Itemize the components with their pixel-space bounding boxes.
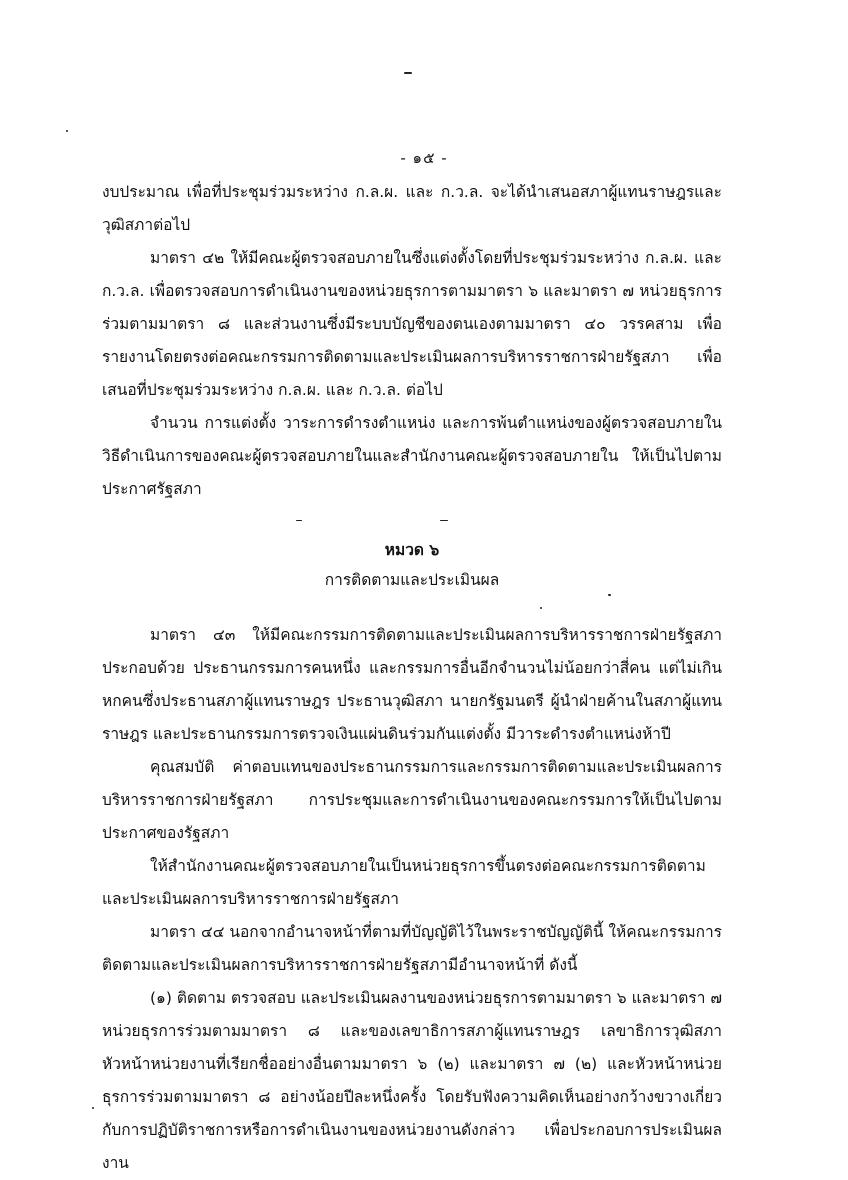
- scan-speck: [92, 1107, 94, 1109]
- paragraph-section-44: มาตรา ๔๔ นอกจากอำนาจหน้าที่ตามที่บัญญัติไว้ในพระราชบัญญัตินี้ ให้คณะกรรมการติดตามและประเมินผลการบริหารราชการฝ่ายรัฐสภามีอำนาจหน้าที่ ดังนี้: [102, 923, 722, 974]
- paragraph-section-43-office: ให้สำนักงานคณะผู้ตรวจสอบภายในเป็นหน่วยธุรการขึ้นตรงต่อคณะกรรมการติดตามและประเมินผลการบริหารราชการฝ่ายรัฐสภา: [102, 857, 706, 908]
- paragraph-section-42-appointment: จำนวน การแต่งตั้ง วาระการดำรงตำแหน่ง และการพ้นตำแหน่งของผู้ตรวจสอบภายในวิธีดำเนินการของคณะผู้ตรวจสอบภายในและสำนักงานคณะผู้ตรวจสอบภายใน ให้เป็นไปตามประกาศรัฐสภา: [102, 414, 722, 498]
- body-text-top: [102, 176, 722, 506]
- paragraph-section-43: มาตรา ๔๓ ให้มีคณะกรรมการติดตามและประเมินผลการบริหารราชการฝ่ายรัฐสภาประกอบด้วย ประธานกรรมการคนหนึ่ง และกรรมการอื่นอีกจำนวนไม่น้อยกว่าสี่คน แต่ไม่เกินหกคนซึ่งประธานสภาผู้แทนราษฎร ประธานวุฒิสภา นายกรัฐมนตรี ผู้นำฝ่ายค้านในสภาผู้แทนราษฎร และประธานกรรมการตรวจเงินแผ่นดินร่วมกันแต่งตั้ง มีวาระดำรงตำแหน่งห้าปี: [102, 626, 722, 743]
- chapter-number: หมวด ๖: [384, 541, 440, 559]
- scan-speck: [404, 72, 412, 74]
- paragraph-section-44-item-1: (๑) ติดตาม ตรวจสอบ และประเมินผลงานของหน่วยธุรการตามมาตรา ๖ และมาตรา ๗ หน่วยธุรการร่วมตามมาตรา ๘ และของเลขาธิการสภาผู้แทนราษฎร เลขาธิการวุฒิสภา หัวหน้าหน่วยงานที่เรียกชื่ออย่างอื่นตามมาตรา ๖ (๒) และมาตรา ๗ (๒) และหัวหน้าหน่วยธุรการร่วมตามมาตรา ๘ อย่างน้อยปีละหนึ่งครั้ง โดยรับฟังความคิดเห็นอย่างกว้างขวางเกี่ยวกับการปฏิบัติราชการหรือการดำเนินงานของหน่วยงานดังกล่าว เพื่อประกอบการประเมินผลงาน: [102, 989, 722, 1172]
- paragraph-section-43-qualifications: คุณสมบัติ ค่าตอบแทนของประธานกรรมการและกรรมการติดตามและประเมินผลการบริหารราชการฝ่ายรัฐสภา การประชุมและการดำเนินงานของคณะกรรมการให้เป็นไปตามประกาศของรัฐสภา: [102, 758, 722, 842]
- scan-speck: [440, 520, 448, 521]
- body-text-bottom: [102, 535, 722, 1180]
- spacer: [102, 595, 722, 619]
- chapter-title: การติดตามและประเมินผล: [324, 571, 500, 589]
- scan-speck: [66, 130, 68, 132]
- paragraph-section-42: มาตรา ๔๒ ให้มีคณะผู้ตรวจสอบภายในซึ่งแต่งตั้งโดยที่ประชุมร่วมระหว่าง ก.ล.ผ. และ ก.ว.ล. เพื่อตรวจสอบการดำเนินงานของหน่วยธุรการตามมาตรา ๖ และมาตรา ๗ หน่วยธุรการร่วมตามมาตรา ๘ และส่วนงานซึ่งมีระบบบัญชีของตนเองตามมาตรา ๔๐ วรรคสาม เพื่อรายงานโดยตรงต่อคณะกรรมการติดตามและประเมินผลการบริหารราชการฝ่ายรัฐสภา เพื่อเสนอที่ประชุมร่วมระหว่าง ก.ล.ผ. และ ก.ว.ล. ต่อไป: [102, 249, 722, 399]
- page-number: - ๑๕ -: [400, 149, 448, 167]
- scan-speck: [296, 520, 302, 521]
- paragraph-continuation: งบประมาณ เพื่อที่ประชุมร่วมระหว่าง ก.ล.ผ. และ ก.ว.ล. จะได้นำเสนอสภาผู้แทนราษฎรและวุฒิสภาต่อไป: [102, 183, 722, 234]
